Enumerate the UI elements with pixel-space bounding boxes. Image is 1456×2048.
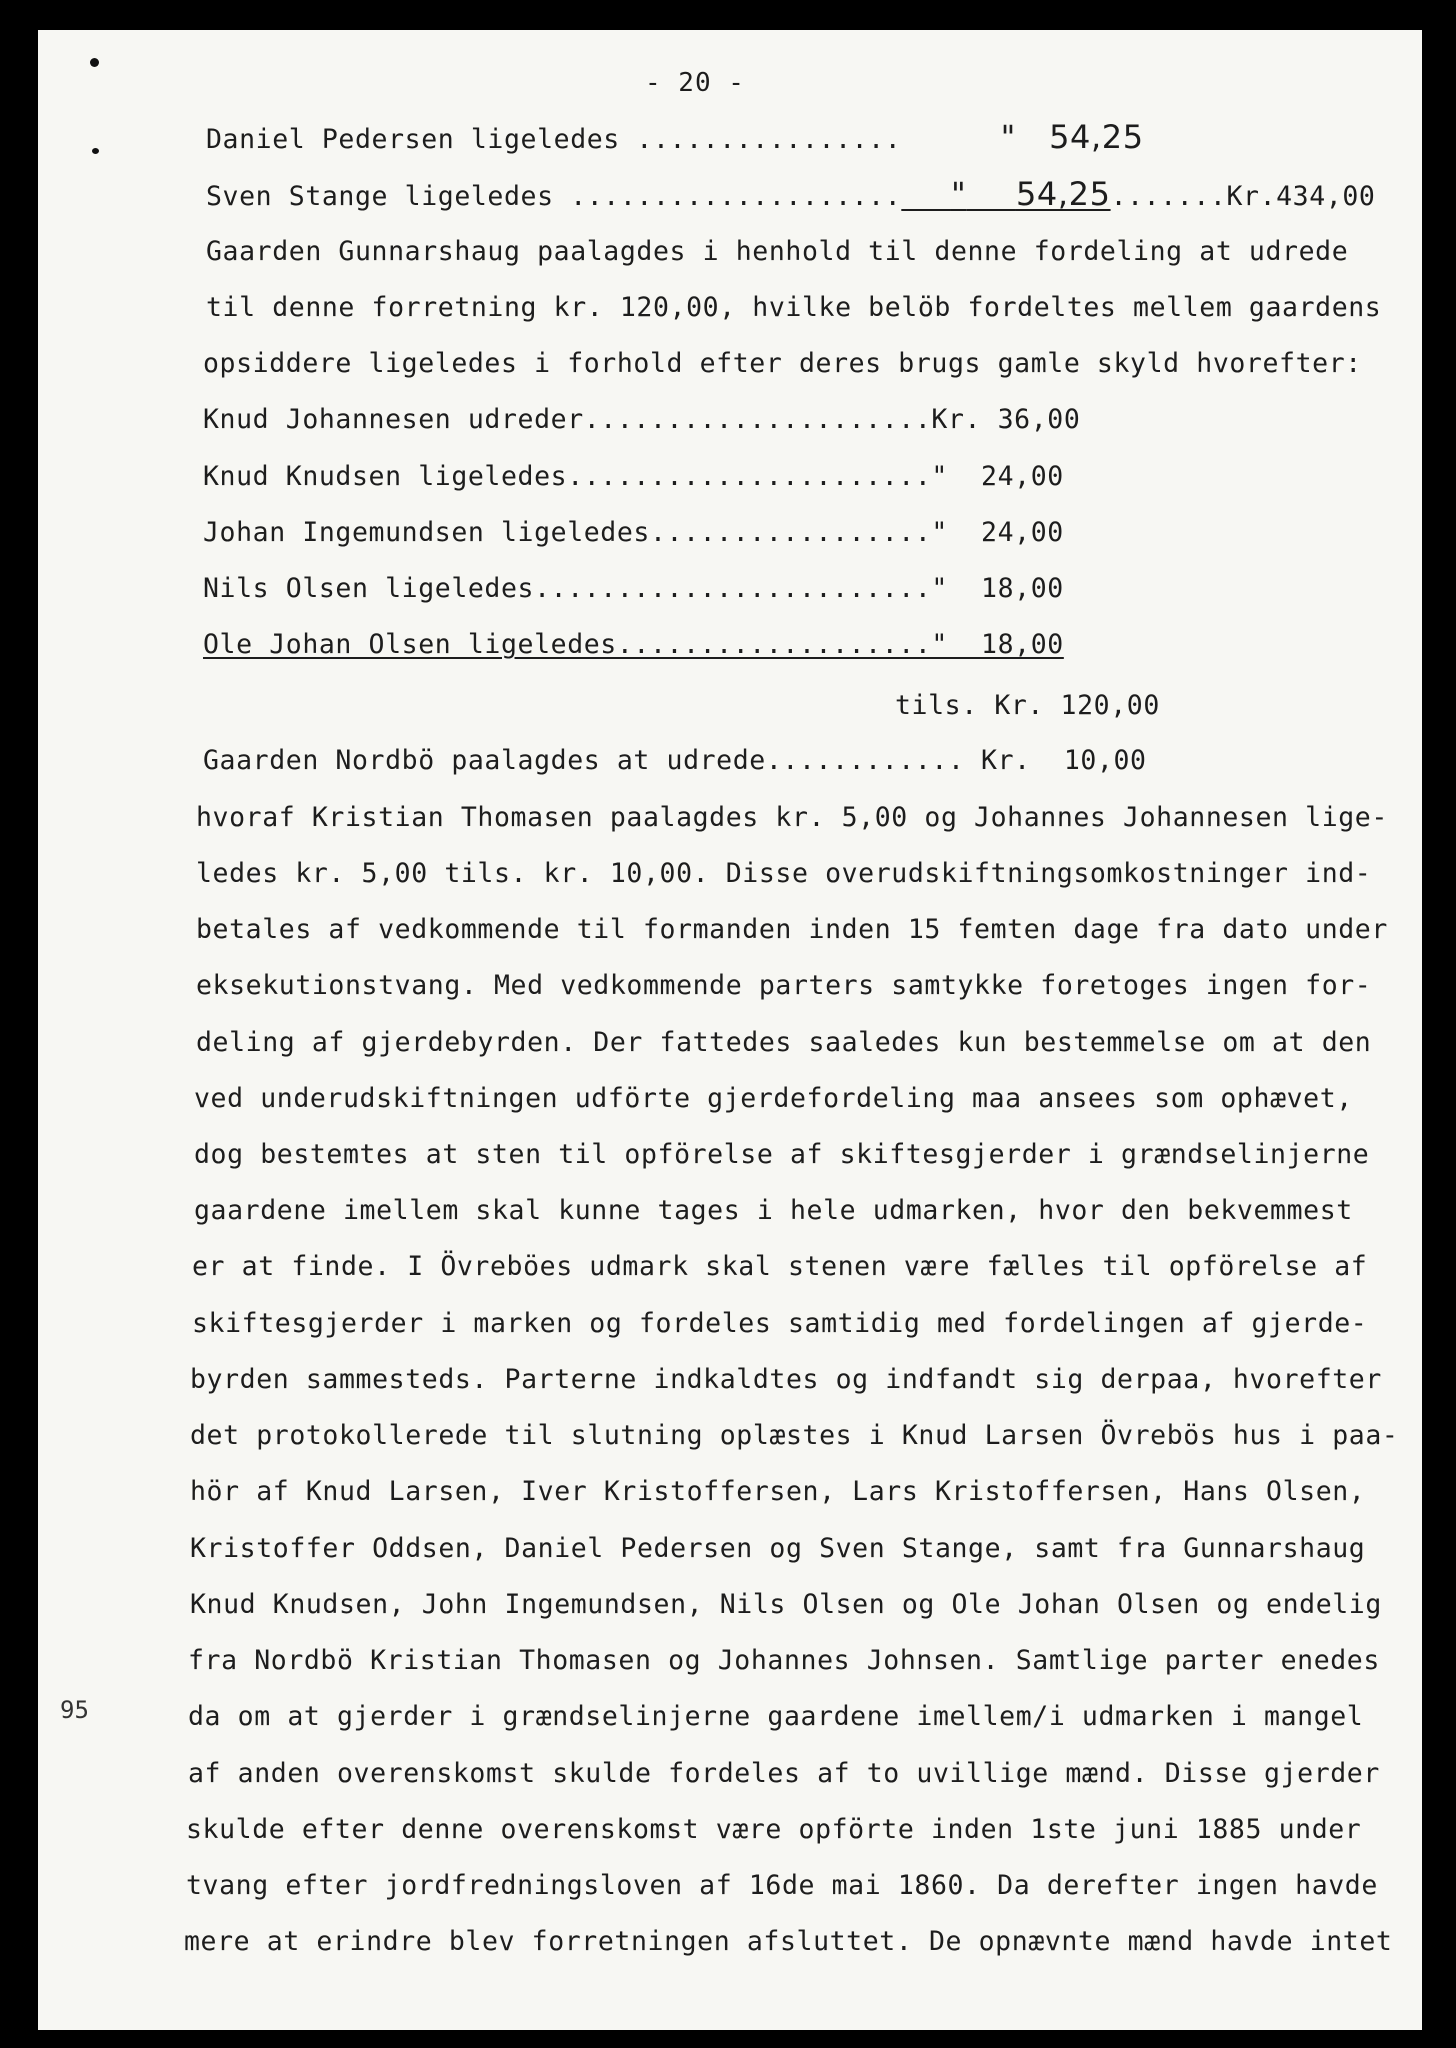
punch-hole-mark xyxy=(90,58,99,67)
text-line: betales af vedkommende til formanden inden 15 femten dage fra dato under xyxy=(196,914,1388,945)
text-line: deling af gjerdebyrden. Der fattedes saaledes kun bestemmelse om at den xyxy=(196,1027,1372,1058)
text-line: hör af Knud Larsen, Iver Kristoffersen, Lars Kristoffersen, Hans Olsen, xyxy=(190,1476,1366,1507)
entry-name: Daniel Pedersen ligeledes xyxy=(206,124,637,155)
text-line: fra Nordbö Kristian Thomasen og Johannes Johnsen. Samtlige parter enedes xyxy=(188,1645,1380,1676)
text-line: skulde efter denne overenskomst være opförte inden 1ste juni 1885 under xyxy=(186,1814,1362,1845)
entry-name: Sven Stange ligeledes xyxy=(206,181,571,212)
payment-line: Nils Olsen ligeledes........................" 18,00 xyxy=(203,573,1064,604)
text-line: skiftesgjerder i marken og fordeles samtidig med fordelingen af gjerde- xyxy=(192,1308,1368,1339)
text-line: det protokollerede til slutning oplæstes i Knud Larsen Övrebös hus i paa- xyxy=(190,1420,1399,1451)
text-line: Kristoffer Oddsen, Daniel Pedersen og Sven Stange, samt fra Gunnarshaug xyxy=(190,1533,1366,1564)
text-line: er at finde. I Övreböes udmark skal stenen være fælles til opförelse af xyxy=(192,1251,1368,1282)
punch-hole-mark xyxy=(92,148,99,154)
entry-total: .......Kr.434,00 xyxy=(1110,181,1376,212)
payment-line: Knud Johannesen udreder.....................Kr. 36,00 xyxy=(203,404,1081,435)
text-line: byrden sammesteds. Parterne indkaldtes og indfandt sig derpaa, hvorefter xyxy=(190,1364,1382,1395)
nordbo-line: Gaarden Nordbö paalagdes at udrede............ Kr. 10,00 xyxy=(203,745,1147,776)
subtotal-line: tils. Kr. 120,00 xyxy=(895,690,1160,721)
text-line: hvoraf Kristian Thomasen paalagdes kr. 5,00 og Johannes Johannesen lige- xyxy=(196,802,1388,833)
text-line: Gaarden Gunnarshaug paalagdes i henhold til denne fordeling at udrede xyxy=(206,236,1349,267)
entry-amount: 54,25 xyxy=(1015,175,1111,213)
entry-line xyxy=(206,118,1144,156)
entry-line xyxy=(206,175,1375,213)
entry-amount: 54,25 xyxy=(1049,118,1144,156)
text-line: til denne forretning kr. 120,00, hvilke belöb fordeltes mellem gaardens xyxy=(206,292,1382,323)
payment-line: Ole Johan Olsen ligeledes..................." 18,00 xyxy=(203,629,1064,660)
text-line: da om at gjerder i grændselinjerne gaardene imellem/i udmarken i mangel xyxy=(188,1701,1364,1732)
text-line: af anden overenskomst skulde fordeles af to uvillige mænd. Disse gjerder xyxy=(188,1758,1380,1789)
ditto-mark: " xyxy=(950,175,967,213)
text-line: dog bestemtes at sten til opförelse af skiftesgjerder i grændselinjerne xyxy=(194,1139,1370,1170)
text-line: ved underudskiftningen udförte gjerdefordeling maa ansees som ophævet, xyxy=(194,1083,1353,1114)
payment-line: Johan Ingemundsen ligeledes................." 24,00 xyxy=(203,517,1064,548)
ditto-mark: " xyxy=(1000,118,1016,156)
page-number: - 20 - xyxy=(645,68,745,98)
text-line: ledes kr. 5,00 tils. kr. 10,00. Disse overudskiftningsomkostninger ind- xyxy=(196,858,1372,889)
payment-line: Knud Knudsen ligeledes......................" 24,00 xyxy=(203,461,1064,492)
text-line: mere at erindre blev forretningen afsluttet. De opnævnte mænd havde intet xyxy=(184,1926,1393,1957)
entry-leader: ................ xyxy=(636,124,902,155)
text-line: Knud Knudsen, John Ingemundsen, Nils Olsen og Ole Johan Olsen og endelig xyxy=(190,1589,1382,1620)
text-line: tvang efter jordfredningsloven af 16de mai 1860. Da derefter ingen havde xyxy=(186,1870,1378,1901)
margin-note: 95 xyxy=(60,1696,89,1724)
text-line: gaardene imellem skal kunne tages i hele udmarken, hvor den bekvemmest xyxy=(194,1195,1353,1226)
text-line: opsiddere ligeledes i forhold efter deres brugs gamle skyld hvorefter: xyxy=(203,348,1362,379)
text-line: eksekutionstvang. Med vedkommende parters samtykke foretoges ingen for- xyxy=(196,970,1372,1001)
entry-leader: .................... xyxy=(570,181,902,212)
